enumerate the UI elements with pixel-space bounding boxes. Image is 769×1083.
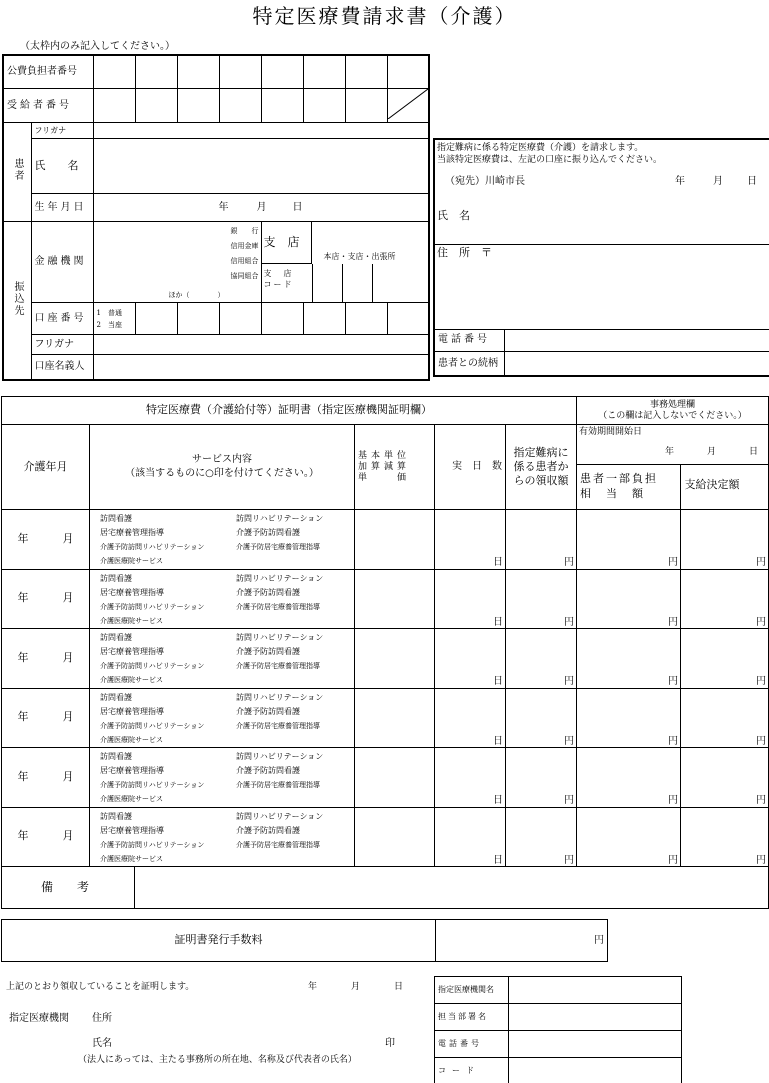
certify-month: 月 [351,982,361,992]
col-receipt: 指定難病に 係る患者か らの領収額 [506,425,577,510]
bank-name-field[interactable] [93,222,261,303]
yen-unit: 円 [756,676,767,687]
payer-digit[interactable] [177,55,219,88]
service-option[interactable]: 介護予防居宅療養管理指導 [236,543,320,551]
account-digit[interactable] [177,303,219,335]
request-date-day: 日 [747,176,757,187]
yen-unit: 円 [756,557,767,568]
service-option[interactable]: 訪問リハビリテーション [236,692,324,702]
dob-field[interactable] [93,194,429,222]
row-days[interactable] [435,629,506,689]
service-option[interactable]: 介護予防訪問リハビリテーション [100,662,205,670]
service-option[interactable]: 介護予防訪問リハビリテーション [100,602,205,611]
office-use-title: 事務処理欄 [650,399,696,410]
day-unit: 日 [493,676,503,687]
yen-unit: 円 [668,735,679,747]
service-option[interactable]: 介護医療院サービス [100,735,163,744]
institution-name-label: 氏名 [92,1038,112,1049]
phone-field[interactable] [504,329,769,351]
day-unit: 日 [493,735,503,747]
office-box-label-3: コード [435,1058,509,1083]
row-year-unit: 年 [17,710,29,724]
account-furigana-label: フリガナ [31,335,93,355]
service-row [2,569,769,629]
branch-code-label: 支 店 コード [263,269,294,289]
row-service-options[interactable] [90,807,355,867]
row-year-unit: 年 [17,829,29,843]
service-option[interactable]: 訪問リハビリテーション [236,514,324,523]
payer-digit[interactable] [261,55,303,88]
row-unit-price[interactable] [355,688,435,748]
branch-types: 本店・支店・出張所 [323,252,396,261]
service-option[interactable]: 居宅療養管理指導 [100,587,164,597]
account-digit[interactable] [135,303,177,335]
relation-label: 患者との続柄 [434,351,504,376]
recipient-digit[interactable] [345,88,387,123]
request-date-month: 月 [713,176,723,187]
institution-label: 指定医療機関 [9,1013,69,1024]
service-option[interactable]: 介護医療院サービス [100,557,163,565]
row-service-options[interactable] [90,748,355,808]
row-days[interactable] [435,688,506,748]
col-service [90,425,355,510]
bank-type-bank: 銀 行 [230,227,259,235]
service-option[interactable]: 介護予防訪問看護 [236,647,300,656]
service-option[interactable]: 介護予防居宅療養管理指導 [236,781,320,789]
row-month-unit: 月 [62,829,74,843]
yen-unit: 円 [564,735,575,747]
yen-unit: 円 [668,616,679,628]
applicant-address-field[interactable] [434,244,769,329]
certificate-table [1,396,769,909]
fee-field[interactable] [436,920,608,962]
service-option[interactable]: 介護予防訪問看護 [236,825,300,835]
service-row [2,510,769,570]
row-copay [577,807,681,867]
service-option[interactable]: 介護予防訪問リハビリテーション [100,781,205,789]
service-option[interactable]: 介護予防訪問リハビリテーション [100,840,205,849]
service-option[interactable]: 介護予防居宅療養管理指導 [236,662,320,670]
row-payment [681,629,769,689]
yen-unit: 円 [668,854,679,866]
account-furigana-field[interactable] [93,335,429,355]
bank-type-other: ほか（ ） [168,290,225,299]
office-use-note: （この欄は記入しないでください。） [598,410,747,421]
account-digit[interactable] [345,303,387,335]
service-row [2,688,769,748]
bank-type-kyodo: 協同組合 [230,272,259,280]
patient-name-field[interactable] [93,139,429,194]
office-use-columns [577,425,769,510]
service-option[interactable]: 居宅療養管理指導 [100,825,164,835]
recipient-digit[interactable] [135,88,177,123]
institution-address-label: 住所 [92,1013,112,1024]
request-statement [434,139,769,244]
account-digit[interactable] [219,303,261,335]
request-date-year: 年 [675,176,685,187]
service-row [2,807,769,867]
applicant-block [2,54,430,381]
row-month-unit: 月 [62,769,74,783]
service-option[interactable]: 訪問リハビリテーション [236,752,324,761]
service-option[interactable]: 介護医療院サービス [100,854,163,863]
service-option[interactable]: 介護予防居宅療養管理指導 [236,602,320,611]
dob-day-unit: 日 [292,201,303,213]
patient-label: 患者 [3,123,31,222]
row-unit-price[interactable] [355,510,435,570]
account-digit[interactable] [387,303,429,335]
account-number-label: 口座番号 [31,303,93,335]
yen-unit: 円 [668,795,679,806]
corporate-note: （法人にあっては、主たる事務所の所在地、名称及び代表者の氏名） [78,1055,357,1065]
service-option[interactable]: 介護予防訪問リハビリテーション [100,543,205,551]
account-holder-label: 口座名義人 [31,355,93,380]
yen-unit: 円 [564,557,575,568]
row-service-options[interactable] [90,629,355,689]
office-box-label-2: 電話番号 [435,1031,509,1058]
office-box-label-0: 指定医療機関名 [435,977,509,1004]
yen-unit: 円 [756,735,767,747]
service-option[interactable]: 訪問看護 [100,752,132,761]
row-month-unit: 月 [62,710,74,724]
recipient-digit[interactable] [177,88,219,123]
service-row [2,748,769,808]
row-month-unit: 月 [62,591,74,605]
row-unit-price[interactable] [355,748,435,808]
service-option[interactable]: 介護医療院サービス [100,616,163,625]
service-option[interactable]: 訪問看護 [100,514,132,523]
row-payment [681,510,769,570]
transfer-label: 振込先 [3,222,31,380]
row-receipt[interactable] [506,510,577,570]
row-month-cell[interactable] [2,688,90,748]
account-holder-field[interactable] [93,355,429,380]
certify-year: 年 [308,982,318,992]
service-option[interactable]: 居宅療養管理指導 [100,706,164,716]
row-payment [681,807,769,867]
service-option[interactable]: 介護予防訪問リハビリテーション [100,721,205,730]
row-copay [577,569,681,629]
yen-unit: 円 [564,676,575,687]
phone-label: 電話番号 [434,329,504,351]
fee-table [1,919,608,962]
row-year-unit: 年 [17,591,29,605]
office-box-label-1: 担当部署名 [435,1004,509,1031]
recipient-number-label: 受給者番号 [3,88,93,123]
row-days[interactable] [435,510,506,570]
payer-digit[interactable] [303,55,345,88]
day-unit: 日 [493,795,503,806]
relation-field[interactable] [504,351,769,376]
patient-name-label: 氏 名 [31,139,93,194]
seal-mark: 印 [385,1038,395,1049]
recipient-digit[interactable] [219,88,261,123]
fill-instruction: （太枠内のみ記入してください。） [20,41,175,52]
yen-unit: 円 [756,795,767,806]
yen-unit: 円 [668,557,679,568]
service-option[interactable]: 訪問看護 [100,573,132,583]
bank-type-shinkin: 信用金庫 [230,242,259,250]
branch-cell[interactable] [261,222,429,303]
applicant-address-label: 住 所 〒 [437,245,492,259]
fee-label: 証明書発行手数料 [2,920,436,962]
payer-digit[interactable] [387,55,429,88]
service-option[interactable]: 訪問看護 [100,692,132,702]
applicant-name-label: 氏 名 [437,209,470,222]
yen-unit: 円 [756,616,767,628]
request-line-2: 当該特定医療費は、左記の口座に振り込んでください。 [437,155,663,165]
col-copay: 患者一部負担 相 当 額 [577,465,680,509]
row-month-cell[interactable] [2,748,90,808]
row-month-cell[interactable] [2,807,90,867]
row-copay [577,510,681,570]
yen-unit: 円 [564,854,575,866]
yen-unit: 円 [564,616,575,628]
request-block [433,138,769,377]
account-type[interactable] [93,303,135,335]
service-option[interactable]: 介護予防訪問看護 [236,706,300,716]
service-option[interactable]: 訪問リハビリテーション [236,573,324,583]
service-option[interactable]: 訪問看護 [100,633,132,642]
row-year-unit: 年 [17,769,29,783]
row-month-cell[interactable] [2,569,90,629]
dob-year-unit: 年 [218,201,229,213]
service-row [2,629,769,689]
recipient-digit[interactable] [303,88,345,123]
bank-label: 金融機関 [31,222,93,303]
service-option[interactable]: 訪問リハビリテーション [236,811,324,821]
valid-day: 日 [749,447,759,457]
row-days[interactable] [435,807,506,867]
row-year-unit: 年 [17,650,29,664]
account-digit[interactable] [261,303,303,335]
row-receipt[interactable] [506,569,577,629]
payer-digit[interactable] [135,55,177,88]
row-month-unit: 月 [62,650,74,664]
row-receipt[interactable] [506,629,577,689]
row-month-cell[interactable] [2,510,90,570]
row-copay [577,748,681,808]
certificate-title: 特定医療費（介護給付等）証明書（指定医療機関証明欄） [2,397,577,425]
row-payment [681,569,769,629]
col-service-title: サービス内容 [192,454,252,465]
office-box [434,976,682,1083]
col-unit-price: 基本単位 加算減算 単 価 [355,425,435,510]
service-option[interactable]: 居宅療養管理指導 [100,766,164,775]
day-unit: 日 [493,854,503,866]
recipient-digit[interactable] [261,88,303,123]
yen-unit: 円 [756,854,767,866]
row-payment [681,748,769,808]
account-digit[interactable] [303,303,345,335]
addressee: （宛先）川崎市長 [445,176,525,187]
row-service-options[interactable] [90,510,355,570]
row-days[interactable] [435,748,506,808]
account-type-ordinary: 1 普通 [96,308,122,317]
row-unit-price[interactable] [355,807,435,867]
bank-type-shinkumi: 信用組合 [230,257,259,265]
page-title: 特定医療費請求書（介護） [252,4,517,28]
row-receipt[interactable] [506,688,577,748]
row-service-options[interactable] [90,688,355,748]
col-payment: 支給決定額 [684,478,740,491]
certify-text: 上記のとおり領収していることを証明します。 [6,982,195,992]
row-unit-price[interactable] [355,629,435,689]
branch-label: 支 店 [262,222,312,264]
service-option[interactable]: 介護医療院サービス [100,676,163,684]
row-month-unit: 月 [62,531,74,545]
row-service-options[interactable] [90,569,355,629]
remarks-field[interactable] [135,867,769,909]
fee-yen-unit: 円 [594,934,604,946]
valid-start-label: 有効期間開始日 [579,427,643,437]
recipient-digit-slashed [387,88,429,123]
service-option[interactable]: 居宅療養管理指導 [100,647,164,656]
certify-day: 日 [394,982,404,992]
service-option[interactable]: 介護予防訪問看護 [236,528,300,537]
service-option[interactable]: 訪問リハビリテーション [236,633,324,642]
service-option[interactable]: 訪問看護 [100,811,132,821]
dob-month-unit: 月 [256,201,267,213]
day-unit: 日 [493,616,503,628]
row-receipt[interactable] [506,748,577,808]
request-line-1: 指定難病に係る特定医療費（介護）を請求します。 [437,143,644,153]
service-option[interactable]: 介護予防居宅療養管理指導 [236,721,320,730]
payer-digit[interactable] [93,55,135,88]
row-receipt[interactable] [506,807,577,867]
day-unit: 日 [493,557,503,568]
row-unit-price[interactable] [355,569,435,629]
office-use-header [577,397,769,425]
payer-digit[interactable] [345,55,387,88]
row-payment [681,688,769,748]
service-option[interactable]: 居宅療養管理指導 [100,528,164,537]
row-copay [577,629,681,689]
patient-furigana-label: フリガナ [31,123,93,139]
row-year-unit: 年 [17,531,29,545]
office-box-field-0[interactable] [509,977,682,1004]
patient-furigana-field[interactable] [93,123,429,139]
payer-digit[interactable] [219,55,261,88]
service-option[interactable]: 介護医療院サービス [100,795,163,803]
recipient-digit[interactable] [93,88,135,123]
service-option[interactable]: 介護予防訪問看護 [236,587,300,597]
yen-unit: 円 [564,795,575,806]
row-copay [577,688,681,748]
valid-year: 年 [665,447,675,457]
col-service-note: （該当するものに○印を付けてください。） [125,468,319,479]
service-option[interactable]: 介護予防居宅療養管理指導 [236,840,320,849]
diagonal-line [388,89,428,119]
row-days[interactable] [435,569,506,629]
office-box-field-3[interactable] [509,1058,682,1083]
office-box-field-2[interactable] [509,1031,682,1058]
remarks-label: 備 考 [2,867,135,909]
row-month-cell[interactable] [2,629,90,689]
payer-number-label: 公費負担者番号 [3,55,93,88]
yen-unit: 円 [668,676,679,687]
col-care-month: 介護年月 [2,425,90,510]
service-option[interactable]: 介護予防訪問看護 [236,766,300,775]
dob-label: 生年月日 [31,194,93,222]
office-box-field-1[interactable] [509,1004,682,1031]
account-type-current: 2 当座 [96,320,122,329]
valid-month: 月 [707,447,717,457]
col-actual-days: 実 日 数 [435,425,506,510]
